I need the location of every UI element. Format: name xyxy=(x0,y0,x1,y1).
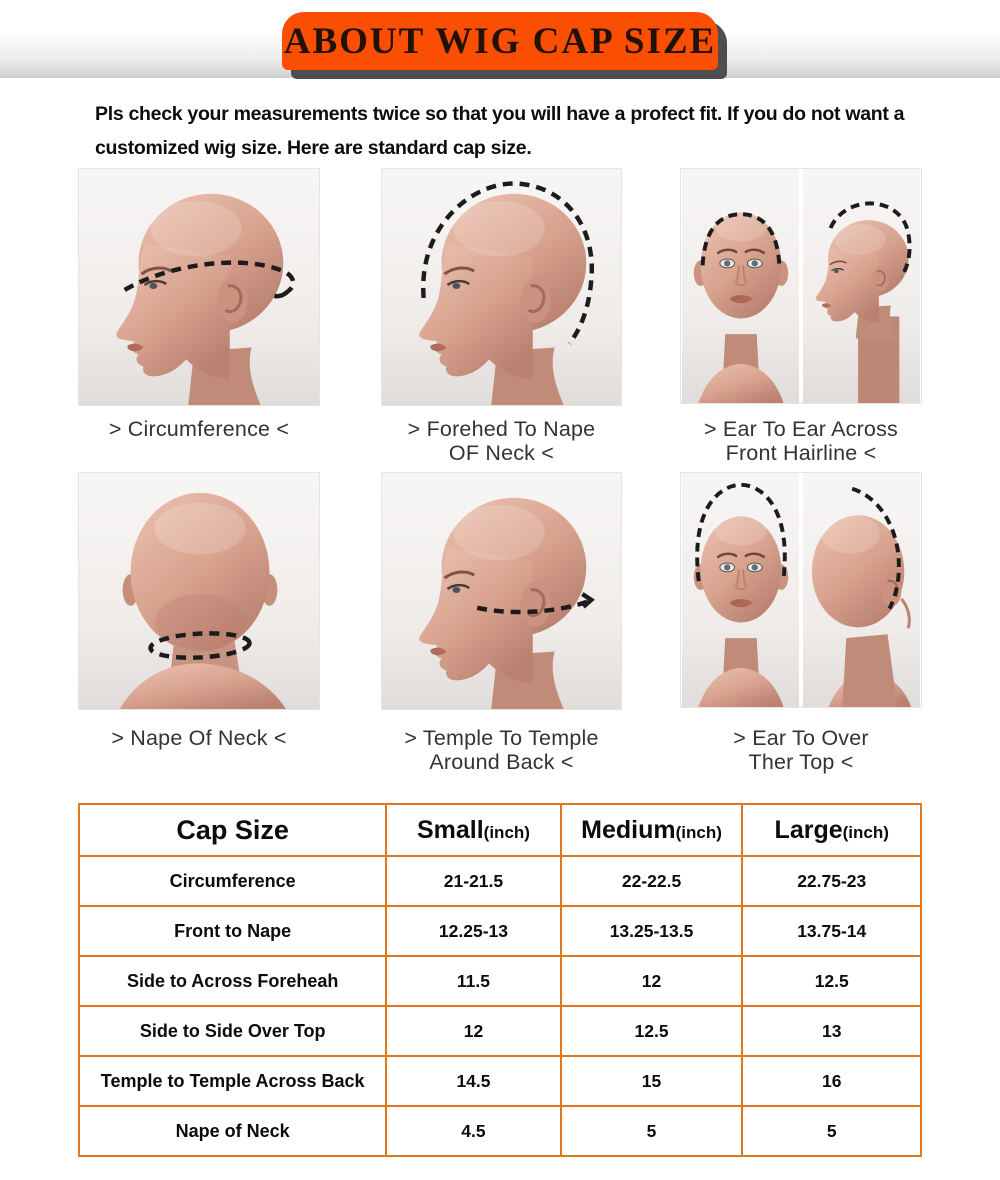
cell-small: 21-21.5 xyxy=(386,856,560,906)
header-medium: Medium(inch) xyxy=(561,804,743,856)
caption-circumference xyxy=(78,417,320,441)
caption-temple-to-temple xyxy=(381,726,622,774)
mannequin-head-back-quarter xyxy=(802,473,921,707)
mannequin-head-front-over-top xyxy=(681,473,800,707)
cell-large: 5 xyxy=(742,1106,921,1156)
caption-line: > Nape Of Neck < xyxy=(111,726,287,750)
figure-ear-to-over-top-photo xyxy=(680,472,922,708)
cell-large: 13 xyxy=(742,1006,921,1056)
row-label: Temple to Temple Across Back xyxy=(79,1056,386,1106)
cell-small: 12.25-13 xyxy=(386,906,560,956)
row-label: Side to Side Over Top xyxy=(79,1006,386,1056)
cell-medium: 22-22.5 xyxy=(561,856,743,906)
mannequin-head-side-hairline xyxy=(802,169,921,403)
title-banner xyxy=(282,12,718,70)
mannequin-head-profile-forehead-nape xyxy=(382,169,621,405)
caption-ear-to-over-top xyxy=(680,726,922,774)
header-cap-size: Cap Size xyxy=(79,804,386,856)
caption-line: Around Back < xyxy=(429,750,574,774)
header-small: Small(inch) xyxy=(386,804,560,856)
cell-medium: 13.25-13.5 xyxy=(561,906,743,956)
table-row xyxy=(79,906,921,956)
caption-line: > Temple To Temple xyxy=(404,726,599,750)
table-row xyxy=(79,856,921,906)
table-header-row xyxy=(79,804,921,856)
cell-medium: 12.5 xyxy=(561,1006,743,1056)
row-label: Nape of Neck xyxy=(79,1106,386,1156)
cell-small: 4.5 xyxy=(386,1106,560,1156)
mannequin-head-profile-circumference xyxy=(79,169,319,405)
figure-temple-to-temple-photo xyxy=(381,472,622,710)
cell-large: 12.5 xyxy=(742,956,921,1006)
intro-line-1: Pls check your measurements twice so that you will have a profect fit. If you do not want a xyxy=(95,103,905,125)
caption-nape-of-neck xyxy=(78,726,320,750)
row-label: Side to Across Foreheah xyxy=(79,956,386,1006)
cap-size-table xyxy=(78,803,922,1157)
mannequin-head-front-hairline xyxy=(681,169,800,403)
cell-small: 11.5 xyxy=(386,956,560,1006)
table-row xyxy=(79,956,921,1006)
table-row xyxy=(79,1006,921,1056)
header-large: Large(inch) xyxy=(742,804,921,856)
caption-line: Front Hairline < xyxy=(725,441,877,465)
intro-line-2: customized wig size. Here are standard cap size. xyxy=(95,137,532,159)
cell-small: 12 xyxy=(386,1006,560,1056)
cell-medium: 5 xyxy=(561,1106,743,1156)
cell-small: 14.5 xyxy=(386,1056,560,1106)
caption-line: > Ear To Ear Across xyxy=(703,417,898,441)
figure-circumference-photo xyxy=(78,168,320,406)
intro-text xyxy=(95,97,904,165)
table-row xyxy=(79,1056,921,1106)
cell-large: 22.75-23 xyxy=(742,856,921,906)
row-label: Circumference xyxy=(79,856,386,906)
mannequin-head-back-nape xyxy=(79,473,319,709)
cell-medium: 15 xyxy=(561,1056,743,1106)
row-label: Front to Nape xyxy=(79,906,386,956)
caption-line: > Circumference < xyxy=(108,417,290,441)
caption-line: > Ear To Over xyxy=(733,726,869,750)
caption-line: OF Neck < xyxy=(448,441,555,465)
cell-medium: 12 xyxy=(561,956,743,1006)
page-title: ABOUT WIG CAP SIZE xyxy=(283,20,717,62)
table-row xyxy=(79,1106,921,1156)
caption-line: > Forehed To Nape xyxy=(407,417,596,441)
figure-forehead-to-nape-photo xyxy=(381,168,622,406)
caption-forehead-to-nape xyxy=(381,417,622,465)
figure-ear-to-ear-photo xyxy=(680,168,922,404)
caption-line: Ther Top < xyxy=(748,750,854,774)
caption-ear-to-ear xyxy=(680,417,922,465)
cell-large: 16 xyxy=(742,1056,921,1106)
mannequin-head-profile-temple xyxy=(382,473,621,709)
figure-nape-of-neck-photo xyxy=(78,472,320,710)
cell-large: 13.75-14 xyxy=(742,906,921,956)
